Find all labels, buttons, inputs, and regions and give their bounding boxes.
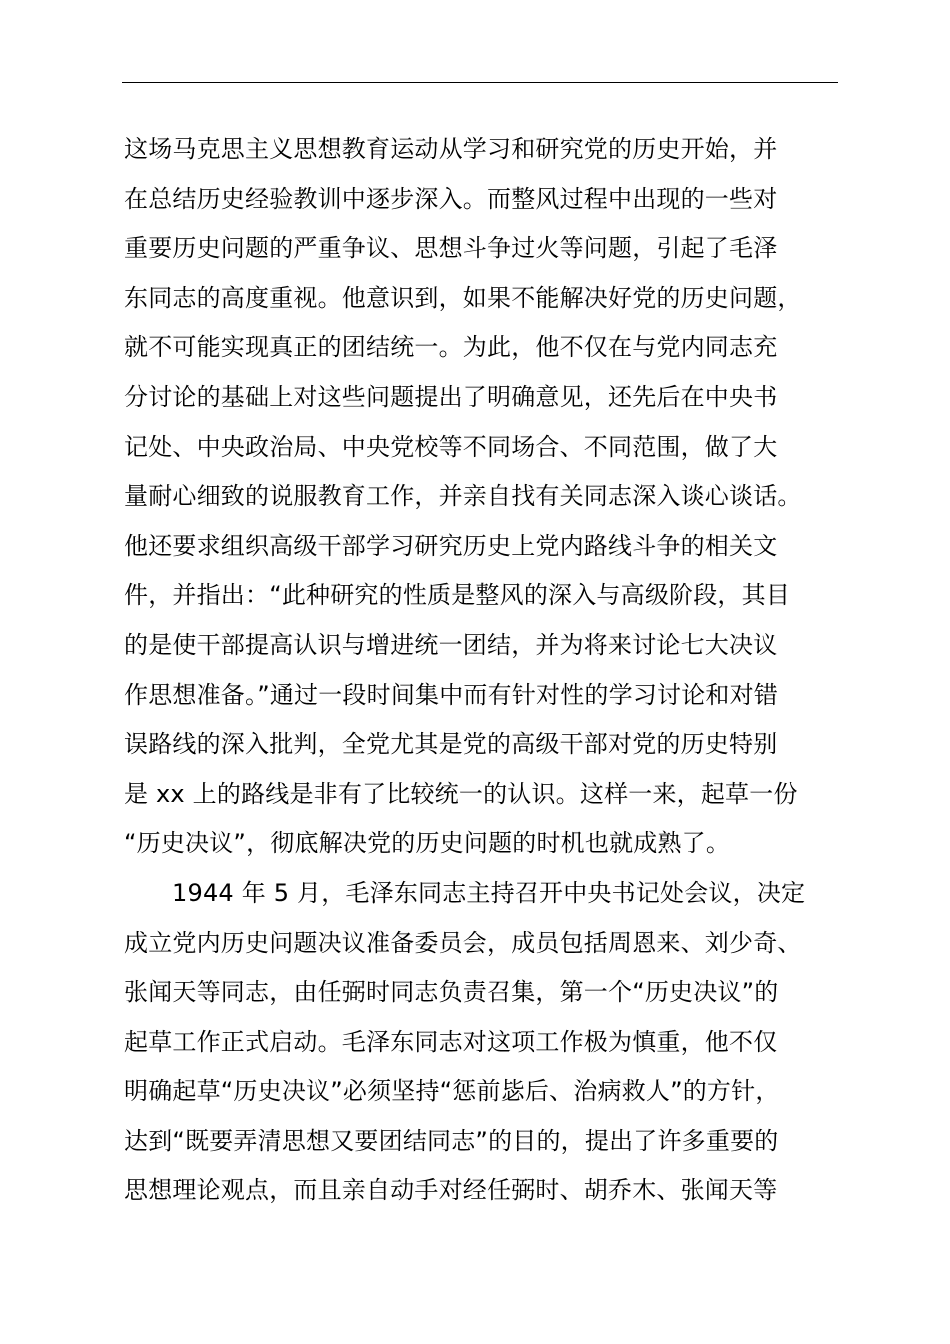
text-line: 件，并指出：“此种研究的性质是整风的深入与高级阶段，其目 [124,581,791,610]
paragraph-2 [124,869,864,1216]
text-line: 就不可能实现真正的团结统一。为此，他不仅在与党内同志充 [124,333,778,362]
text-line: 东同志的高度重视。他意识到，如果不能解决好党的历史问题， [124,283,802,312]
text-line: 他还要求组织高级干部学习研究历史上党内路线斗争的相关文 [124,531,778,560]
text-line: 达到“既要弄清思想又要团结同志”的目的，提出了许多重要的 [124,1126,779,1155]
text-line: 的是使干部提高认识与增进统一团结，并为将来讨论七大决议 [124,630,778,659]
text-line: 明确起草“历史决议”必须坚持“惩前毖后、治病救人”的方针， [124,1077,780,1106]
text-line: 起草工作正式启动。毛泽东同志对这项工作极为慎重，他不仅 [124,1027,778,1056]
header-rule [122,82,838,83]
text-line: “历史决议”，彻底解决党的历史问题的时机也就成熟了。 [124,829,731,858]
text-line: 记处、中央政治局、中央党校等不同场合、不同范围，做了大 [124,432,778,461]
text-line: 在总结历史经验教训中逐步深入。而整风过程中出现的一些对 [124,184,778,213]
text-line: 张闻天等同志，由任弼时同志负责召集，第一个“历史决议”的 [124,978,779,1007]
text-line: 是 xx 上的路线是非有了比较统一的认识。这样一来，起草一份 [124,779,798,808]
paragraph-1 [124,125,864,869]
text-line: 分讨论的基础上对这些问题提出了明确意见，还先后在中央书 [124,382,778,411]
text-line: 思想理论观点，而且亲自动手对经任弼时、胡乔木、张闻天等 [124,1176,778,1205]
text-line: 作思想准备。”通过一段时间集中而有针对性的学习讨论和对错 [124,680,779,709]
text-line: 重要历史问题的严重争议、思想斗争过火等问题，引起了毛泽 [124,234,778,263]
document-body [124,125,864,1216]
text-line: 这场马克思主义思想教育运动从学习和研究党的历史开始，并 [124,135,778,163]
text-line-indented: 1944 年 5 月，毛泽东同志主持召开中央书记处会议，决定 [172,878,806,907]
text-line: 量耐心细致的说服教育工作，并亲自找有关同志深入谈心谈话。 [124,482,802,511]
text-line: 误路线的深入批判，全党尤其是党的高级干部对党的历史特别 [124,730,778,759]
text-line: 成立党内历史问题决议准备委员会，成员包括周恩来、刘少奇、 [124,928,802,957]
